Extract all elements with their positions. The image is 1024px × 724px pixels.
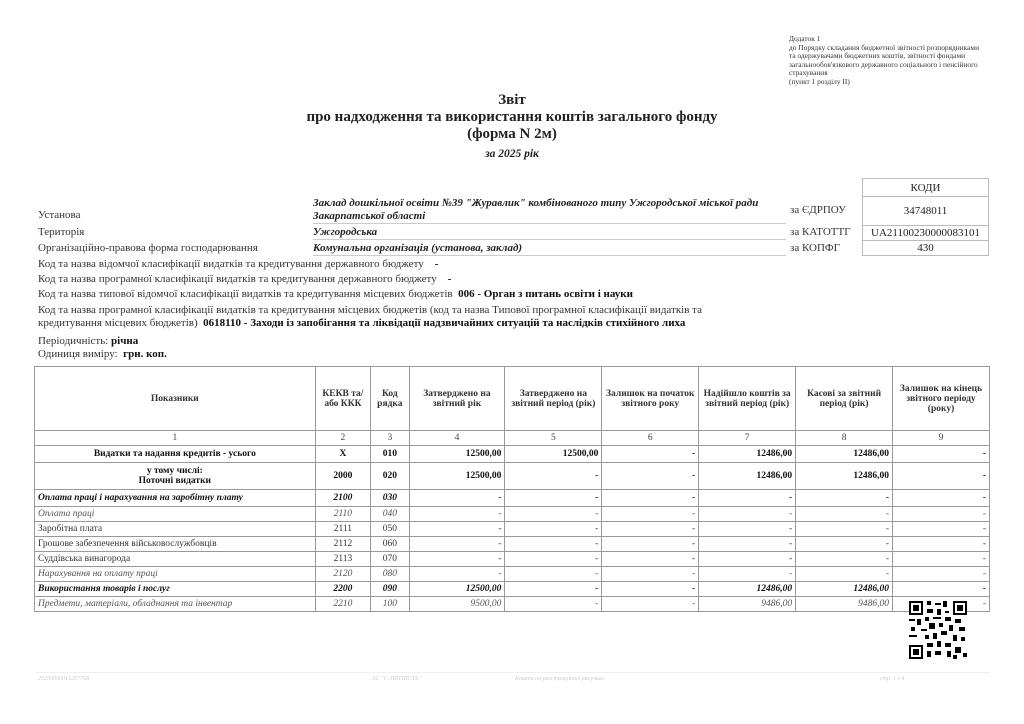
classif-value: - — [447, 273, 452, 285]
cell-kekv: X — [315, 446, 371, 463]
cell-c4: - — [409, 537, 505, 552]
cell-c5: - — [505, 490, 602, 507]
table-row — [35, 490, 990, 507]
cell-c9: - — [893, 522, 990, 537]
codes-title: КОДИ — [863, 179, 989, 197]
cell-kekv: 2111 — [315, 522, 371, 537]
col-number: 5 — [505, 431, 602, 446]
col-number: 4 — [409, 431, 505, 446]
cell-c5: - — [505, 597, 602, 612]
cell-code: 070 — [371, 552, 409, 567]
cell-c6: - — [602, 582, 699, 597]
col-header: Касові за звітний період (рік) — [796, 367, 893, 431]
katottg-label: за КАТОТТГ — [790, 226, 851, 238]
classif-value: 006 - Орган з питань освіти і науки — [458, 288, 633, 300]
cell-c5: - — [505, 567, 602, 582]
title-line-3: (форма N 2м) — [467, 126, 557, 142]
cell-code: 030 — [371, 490, 409, 507]
territory-value: Ужгородська — [313, 226, 378, 238]
cell-kekv: 2113 — [315, 552, 371, 567]
cell-c6: - — [602, 490, 699, 507]
cell-c5: - — [505, 522, 602, 537]
cell-c4: 12500,00 — [409, 582, 505, 597]
cell-kekv: 2110 — [315, 507, 371, 522]
periodicity — [38, 335, 138, 347]
cell-c6: - — [602, 552, 699, 567]
classif-line-2 — [38, 273, 451, 285]
table-row — [35, 567, 990, 582]
row-label: Суддівська винагорода — [35, 552, 316, 567]
cell-code: 020 — [371, 463, 409, 490]
col-header: Залишок на початок звітного року — [602, 367, 699, 431]
cell-c9: - — [893, 582, 990, 597]
appendix-line: страхування — [789, 68, 828, 78]
cell-c7: - — [699, 522, 796, 537]
unit — [38, 348, 167, 360]
cell-c8: - — [796, 490, 893, 507]
table-row — [35, 507, 990, 522]
cell-c5: - — [505, 507, 602, 522]
classif-line-3 — [38, 288, 633, 300]
footer-doc-id: 20250000013267768 — [38, 676, 89, 682]
cell-c8: 12486,00 — [796, 582, 893, 597]
table-row — [35, 537, 990, 552]
cell-c4: 9500,00 — [409, 597, 505, 612]
cell-code: 100 — [371, 597, 409, 612]
classif-value: - — [434, 258, 439, 270]
cell-c7: 9486,00 — [699, 597, 796, 612]
cell-c8: - — [796, 552, 893, 567]
col-number: 2 — [315, 431, 371, 446]
institution-label: Установа — [38, 209, 81, 221]
cell-c8: - — [796, 522, 893, 537]
underline — [313, 223, 786, 224]
cell-c9: - — [893, 490, 990, 507]
col-number: 1 — [35, 431, 316, 446]
edrpou-label: за ЄДРПОУ — [790, 204, 846, 216]
orgform-label: Організаційно-правова форма господарювання — [38, 242, 258, 254]
classif-label: Код та назва програмної класифікації видатків та кредитування державного бюджету — [38, 273, 437, 285]
classif-value: 0618110 - Заходи із запобігання та ліквідації надзвичайних ситуацій та наслідків стихійного лиха — [203, 317, 686, 329]
cell-c9: - — [893, 597, 990, 612]
footer-page-number: стр. 1 з 4 — [880, 676, 905, 682]
cell-c6: - — [602, 463, 699, 490]
cell-c8: - — [796, 507, 893, 522]
codes-table — [862, 178, 989, 256]
col-header: Затверджено на звітний період (рік) — [505, 367, 602, 431]
cell-c7: - — [699, 537, 796, 552]
col-number: 6 — [602, 431, 699, 446]
table-row — [35, 446, 990, 463]
cell-c6: - — [602, 446, 699, 463]
col-header: Залишок на кінець звітного періоду (року) — [893, 367, 990, 431]
cell-c4: - — [409, 552, 505, 567]
column-numbers-row — [35, 431, 990, 446]
classif-line-4 — [38, 304, 702, 316]
cell-c6: - — [602, 507, 699, 522]
institution-value-cont: Закарпатської області — [313, 210, 426, 222]
cell-kekv: 2210 — [315, 597, 371, 612]
kopfg-value: 430 — [863, 241, 989, 256]
cell-c8: - — [796, 567, 893, 582]
appendix-line: та одержувачами бюджетних коштів, звітності фондами — [789, 51, 966, 61]
col-header: Код рядка — [371, 367, 409, 431]
report-table — [34, 366, 990, 612]
cell-c7: - — [699, 567, 796, 582]
cell-c9: - — [893, 446, 990, 463]
footer-system: АС "Є-ЗВІТНІСТЬ" — [372, 676, 422, 682]
cell-c9: - — [893, 463, 990, 490]
cell-c4: 12500,00 — [409, 446, 505, 463]
classif-label: кредитування місцевих бюджетів) — [38, 317, 198, 329]
cell-c4: 12500,00 — [409, 463, 505, 490]
cell-c6: - — [602, 537, 699, 552]
cell-kekv: 2112 — [315, 537, 371, 552]
cell-c6: - — [602, 597, 699, 612]
title-line-1: Звіт — [498, 92, 526, 108]
cell-c9: - — [893, 537, 990, 552]
cell-c4: - — [409, 490, 505, 507]
col-header: КЕКВ та/або ККК — [315, 367, 371, 431]
row-label: Оплата праці — [35, 507, 316, 522]
cell-c8: - — [796, 537, 893, 552]
row-label — [35, 463, 316, 490]
table-row — [35, 463, 990, 490]
title-line-2: про надходження та використання коштів загального фонду — [306, 109, 718, 125]
appendix-line: (пункт 1 розділу II) — [789, 76, 850, 86]
orgform-value: Комунальна організація (установа, заклад) — [313, 242, 523, 254]
cell-kekv: 2200 — [315, 582, 371, 597]
cell-c7: 12486,00 — [699, 582, 796, 597]
cell-c8: 12486,00 — [796, 463, 893, 490]
cell-kekv: 2120 — [315, 567, 371, 582]
territory-label: Територія — [38, 226, 85, 238]
cell-c9: - — [893, 507, 990, 522]
cell-c5: - — [505, 552, 602, 567]
footer-subtitle: Кошти на реєстраційних рахунках — [515, 676, 605, 682]
table-row — [35, 522, 990, 537]
col-number: 7 — [699, 431, 796, 446]
cell-c4: - — [409, 522, 505, 537]
cell-c5: - — [505, 537, 602, 552]
unit-label: Одиниця виміру: — [38, 348, 118, 360]
edrpou-value: 34748011 — [863, 197, 989, 226]
row-label: Заробітна плата — [35, 522, 316, 537]
cell-c6: - — [602, 567, 699, 582]
classif-label: Код та назва програмної класифікації видатків та кредитування місцевих бюджетів (код та назва Типової програмної класифікації видатків та — [38, 304, 702, 316]
cell-c8: 9486,00 — [796, 597, 893, 612]
institution-value: Заклад дошкільної освіти №39 "Журавлик" комбінованого типу Ужгородської міської ради — [313, 197, 759, 209]
cell-code: 060 — [371, 537, 409, 552]
col-number: 9 — [893, 431, 990, 446]
row-label: Грошове забезпечення військовослужбовців — [35, 537, 316, 552]
row-label: Предмети, матеріали, обладнання та інвентар — [35, 597, 316, 612]
classif-label: Код та назва типової відомчої класифікації видатків та кредитування місцевих бюджетів — [38, 288, 453, 300]
row-label: Нарахування на оплату праці — [35, 567, 316, 582]
cell-c7: - — [699, 490, 796, 507]
table-row — [35, 582, 990, 597]
cell-c7: - — [699, 507, 796, 522]
cell-kekv: 2100 — [315, 490, 371, 507]
cell-c5: - — [505, 582, 602, 597]
kopfg-label: за КОПФГ — [790, 242, 840, 254]
cell-kekv: 2000 — [315, 463, 371, 490]
classif-line-1 — [38, 258, 438, 270]
cell-code: 040 — [371, 507, 409, 522]
row-label-line: у тому числі: — [146, 466, 203, 476]
report-title — [0, 92, 1024, 160]
cell-c4: - — [409, 567, 505, 582]
col-number: 8 — [796, 431, 893, 446]
cell-c4: - — [409, 507, 505, 522]
classif-label: Код та назва відомчої класифікації видатків та кредитування державного бюджету — [38, 258, 424, 270]
footer-divider — [35, 672, 990, 673]
cell-c8: 12486,00 — [796, 446, 893, 463]
cell-code: 090 — [371, 582, 409, 597]
unit-value: грн. коп. — [123, 348, 167, 360]
katottg-value: UA21100230000083101 — [863, 226, 989, 241]
report-period: за 2025 рік — [485, 148, 539, 160]
cell-c9: - — [893, 567, 990, 582]
cell-c7: - — [699, 552, 796, 567]
row-label: Видатки та надання кредитів - усього — [35, 446, 316, 463]
row-label: Використання товарів і послуг — [35, 582, 316, 597]
classif-line-4b — [38, 317, 685, 329]
cell-c5: 12500,00 — [505, 446, 602, 463]
col-header: Надійшло коштів за звітний період (рік) — [699, 367, 796, 431]
cell-c7: 12486,00 — [699, 463, 796, 490]
appendix-line: Додаток 1 — [789, 34, 821, 43]
periodicity-label: Періодичність: — [38, 335, 109, 347]
underline — [313, 255, 786, 256]
periodicity-value: річна — [111, 335, 139, 347]
row-label: Оплата праці і нарахування на заробітну плату — [35, 490, 316, 507]
col-header: Показники — [35, 367, 316, 431]
row-label-line: Поточні видатки — [138, 476, 212, 486]
table-row — [35, 597, 990, 612]
cell-code: 010 — [371, 446, 409, 463]
qr-code-icon — [909, 601, 967, 659]
cell-c6: - — [602, 522, 699, 537]
appendix-note — [789, 35, 1014, 87]
appendix-line: до Порядку складання бюджетної звітності розпорядниками — [789, 42, 980, 52]
appendix-line: загальнообов'язкового державного соціального і пенсійного — [789, 59, 978, 69]
cell-code: 050 — [371, 522, 409, 537]
cell-c5: - — [505, 463, 602, 490]
cell-c9: - — [893, 552, 990, 567]
cell-code: 080 — [371, 567, 409, 582]
col-header: Затверджено на звітний рік — [409, 367, 505, 431]
underline — [313, 239, 786, 240]
cell-c7: 12486,00 — [699, 446, 796, 463]
col-number: 3 — [371, 431, 409, 446]
table-row — [35, 552, 990, 567]
